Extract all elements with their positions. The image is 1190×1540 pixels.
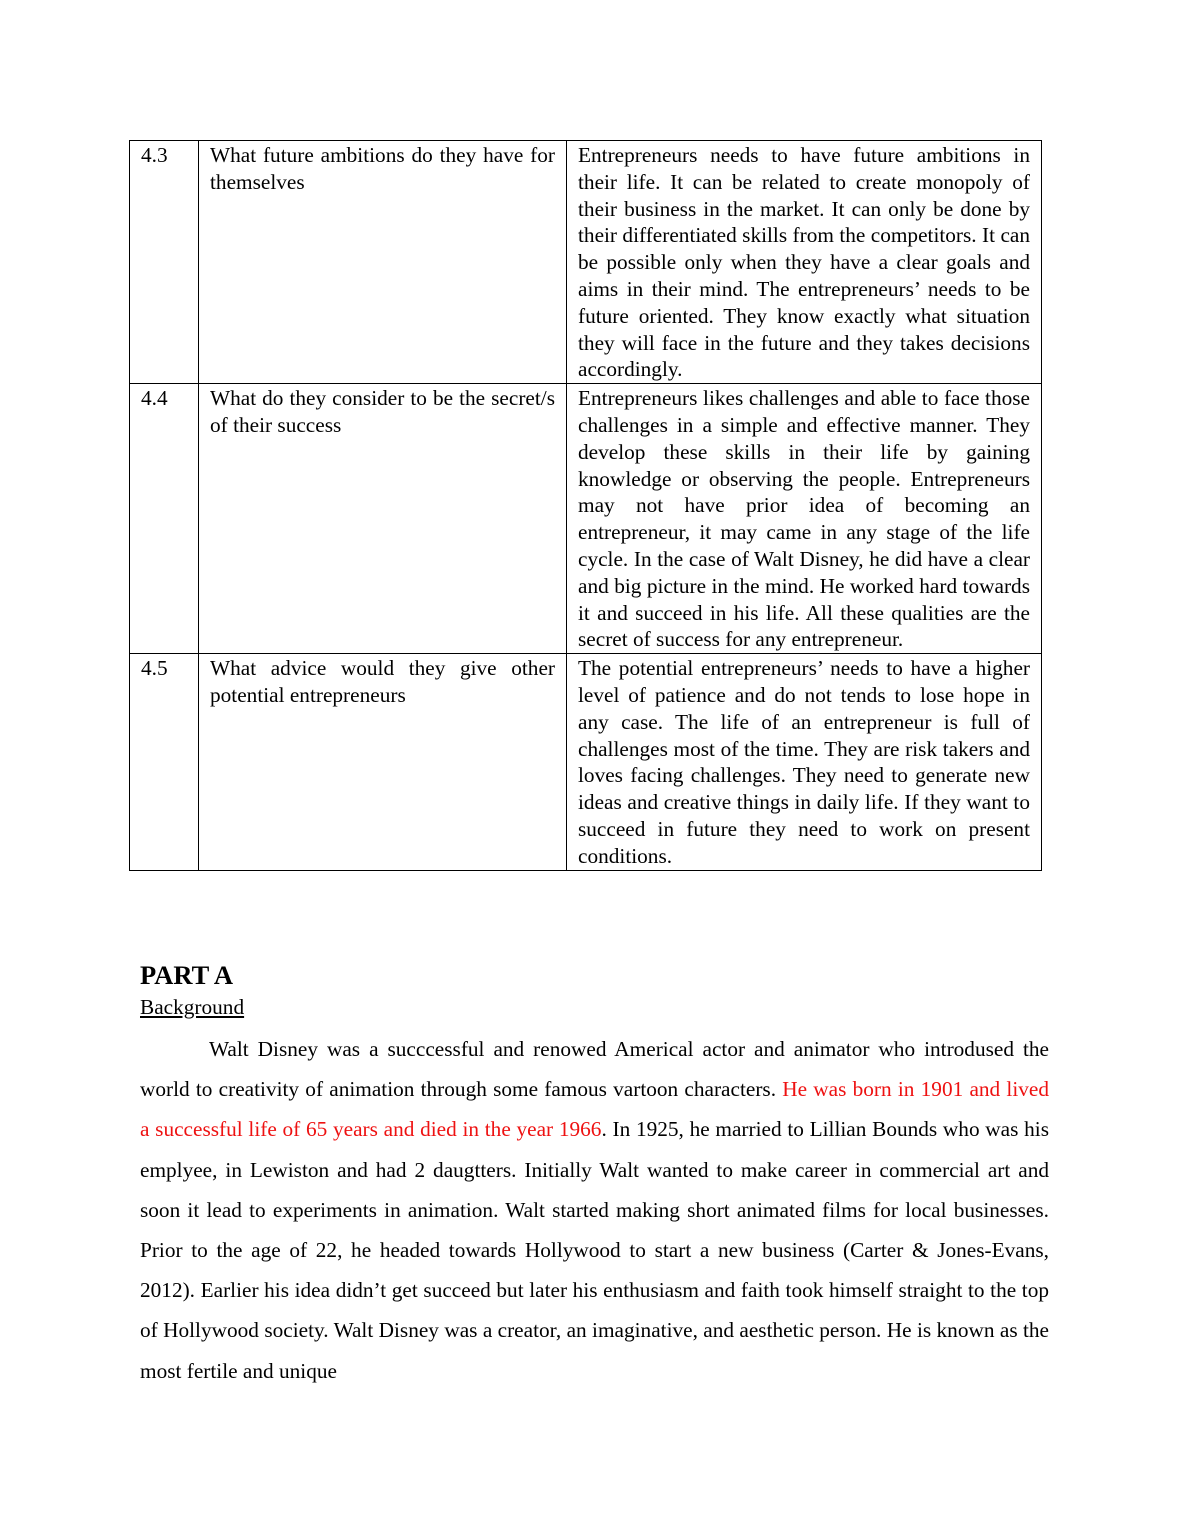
paragraph-text: Walt Disney was a succcessful and renowed Americal actor and animator who introdused the world to creativity of animation through some famous vartoon characters.	[140, 1037, 1049, 1102]
row-answer: Entrepreneurs likes challenges and able to face those challenges in a simple and effective manner. They develop these skills in their life by gaining knowledge or observing the people. Entrepreneurs may not have prior idea of becoming an entrepreneur, it may came in any stage of the life cycle. In the case of Walt Disney, he did have a clear and big picture in the mind. He worked hard towards it and succeed in his life. All these qualities are the secret of success for any entrepreneur.	[567, 384, 1042, 654]
background-paragraph	[140, 1029, 1049, 1391]
row-answer: The potential entrepreneurs’ needs to have a higher level of patience and do not tends to lose hope in any case. The life of an entrepreneur is full of challenges most of the time. They are risk takers and loves facing challenges. They need to generate new ideas and creative things in daily life. If they want to succeed in future they need to work on present conditions.	[567, 654, 1042, 870]
row-answer: Entrepreneurs needs to have future ambitions in their life. It can be related to create monopoly of their business in the market. It can only be done by their differentiated skills from the competitors. It can be possible only when they have a clear goals and aims in their mind. The entrepreneurs’ needs to be future oriented. They know exactly what situation they will face in the future and they takes decisions accordingly.	[567, 141, 1042, 384]
highlighted-text: He was born in 1901 and lived a successful life of 65 years and died in the year 1966	[140, 1077, 1049, 1142]
table-row	[130, 141, 1042, 384]
paragraph-text-continued: . In 1925, he married to Lillian Bounds who was his emplyee, in Lewiston and had 2 daugtters. Initially Walt wanted to make career in commercial art and soon it lead to experiments in animation. Walt started making short animated films for local businesses. Prior to the age of 22, he headed towards Hollywood to start a new business (Carter & Jones-Evans, 2012). Earlier his idea didn’t get succeed but later his enthusiasm and faith took himself straight to the top of Hollywood society. Walt Disney was a creator, an imaginative, and aesthetic person. He is known as the most fertile and unique	[140, 1117, 1049, 1383]
part-a-heading: PART A	[140, 960, 234, 990]
table-row	[130, 384, 1042, 654]
row-question: What advice would they give other potential entrepreneurs	[199, 654, 567, 870]
row-number: 4.5	[130, 654, 199, 870]
row-number: 4.3	[130, 141, 199, 384]
background-heading: Background	[140, 995, 245, 1019]
row-question: What do they consider to be the secret/s of their success	[199, 384, 567, 654]
table-row	[130, 654, 1042, 870]
row-number: 4.4	[130, 384, 199, 654]
row-question: What future ambitions do they have for themselves	[199, 141, 567, 384]
qa-table	[129, 140, 1042, 871]
